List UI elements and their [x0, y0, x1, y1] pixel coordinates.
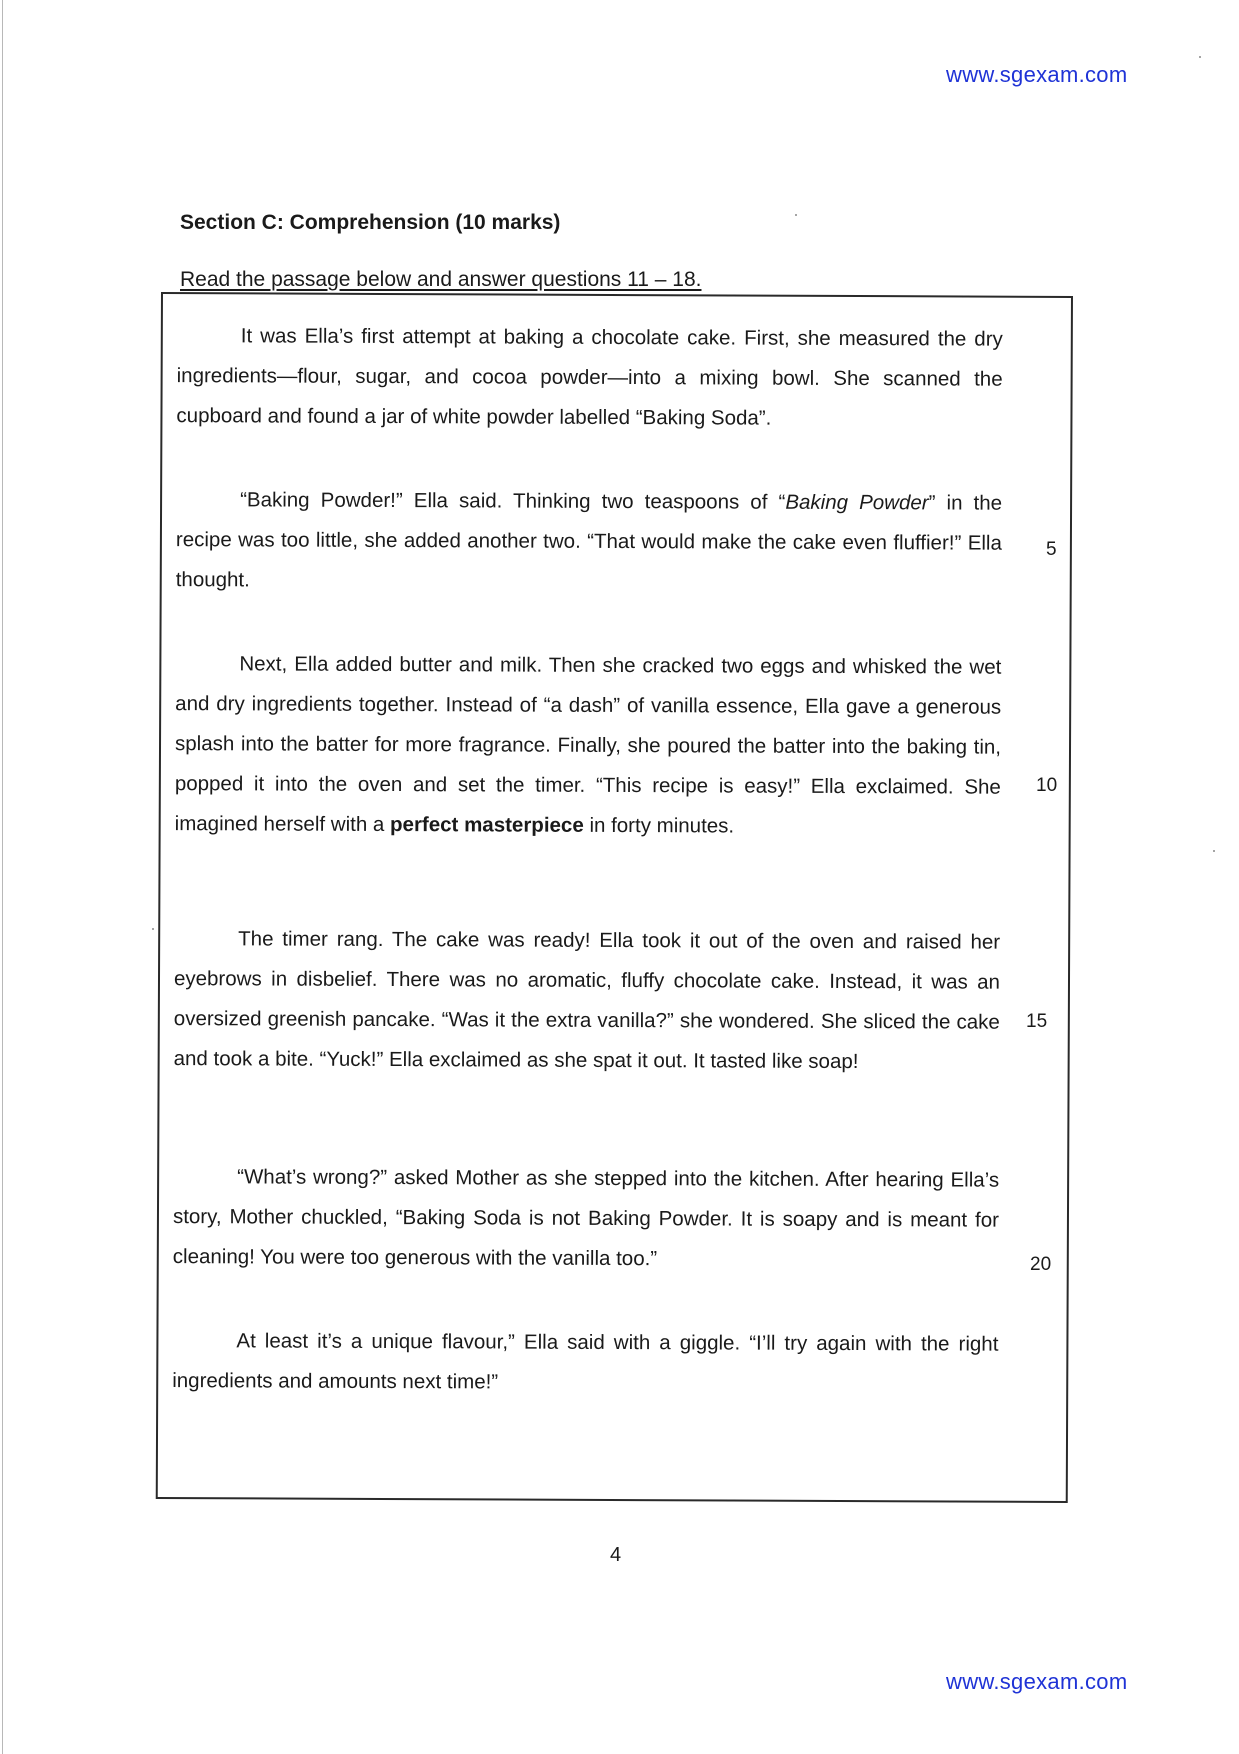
line-number-10: 10 [1036, 775, 1058, 796]
passage-paragraph-4: The timer rang. The cake was ready! Ella took it out of the oven and raised her eyebrows in disbelief. There was no aromatic, fluffy chocolate cake. Instead, it was an oversized greenish pancake. “Was it the extra vanilla?” she wondered. She sliced the cake and took a bite. “Yuck!” Ella exclaimed as she spat it out. It tasted like soap! [173, 927, 1001, 1074]
page-number: 4 [610, 1544, 622, 1566]
page-edge [2, 0, 3, 1754]
passage-paragraph-5: “What’s wrong?” asked Mother as she stepped into the kitchen. After hearing Ella’s story, Mother chuckled, “Baking Soda is not Baking Powder. It is soapy and is meant for cleaning! You were too generous with the vanilla too.” [172, 1165, 1000, 1271]
watermark-top: www.sgexam.com [946, 62, 1128, 87]
passage-box [156, 292, 1073, 1503]
paragraph-2-italic: Baking Powder [785, 490, 929, 515]
line-number-15: 15 [1026, 1011, 1048, 1032]
paragraph-3-text-b: in forty minutes. [583, 813, 735, 838]
line-number-20: 20 [1030, 1254, 1052, 1275]
paragraph-2-text-a: “Baking Powder!” Ella said. Thinking two teaspoons of “ [240, 488, 786, 514]
instruction-text: Read the passage below and answer questions 11 – 18. [180, 268, 702, 291]
passage-paragraph-6: At least it’s a unique flavour,” Ella said with a giggle. “I’ll try again with the right ingredients and amounts next time!” [172, 1329, 999, 1394]
passage-paragraph-3 [175, 644, 1002, 848]
section-title: Section C: Comprehension (10 marks) [180, 211, 561, 234]
scan-speck [1213, 850, 1215, 852]
scan-speck [1199, 56, 1201, 58]
watermark-bottom: www.sgexam.com [946, 1669, 1128, 1694]
scan-speck [795, 214, 797, 216]
passage-paragraph-1: It was Ella’s first attempt at baking a chocolate cake. First, she measured the dry ingredients—flour, sugar, and cocoa powder—into a mixing bowl. She scanned the cupboard and found a jar of white powder labelled “Baking Soda”. [176, 324, 1003, 430]
paragraph-3-bold: perfect masterpiece [390, 813, 584, 837]
passage-paragraph-2 [176, 480, 1003, 604]
paragraph-2-text-b: ” in the recipe was too little, she added another two. “That would make the cake even fluffier!” Ella thought. [175, 491, 1003, 592]
scan-speck [152, 928, 154, 930]
paragraph-3-text-a: Next, Ella added butter and milk. Then she cracked two eggs and whisked the wet and dry ingredients together. Instead of “a dash” of vanilla essence, Ella gave a generous splash into the batter for more fragrance. Finally, she poured the batter into the baking tin, popped it into the oven and set the timer. “This recipe is easy!” Ella exclaimed. She imagined herself with a [174, 652, 1002, 837]
line-number-5: 5 [1046, 539, 1057, 560]
